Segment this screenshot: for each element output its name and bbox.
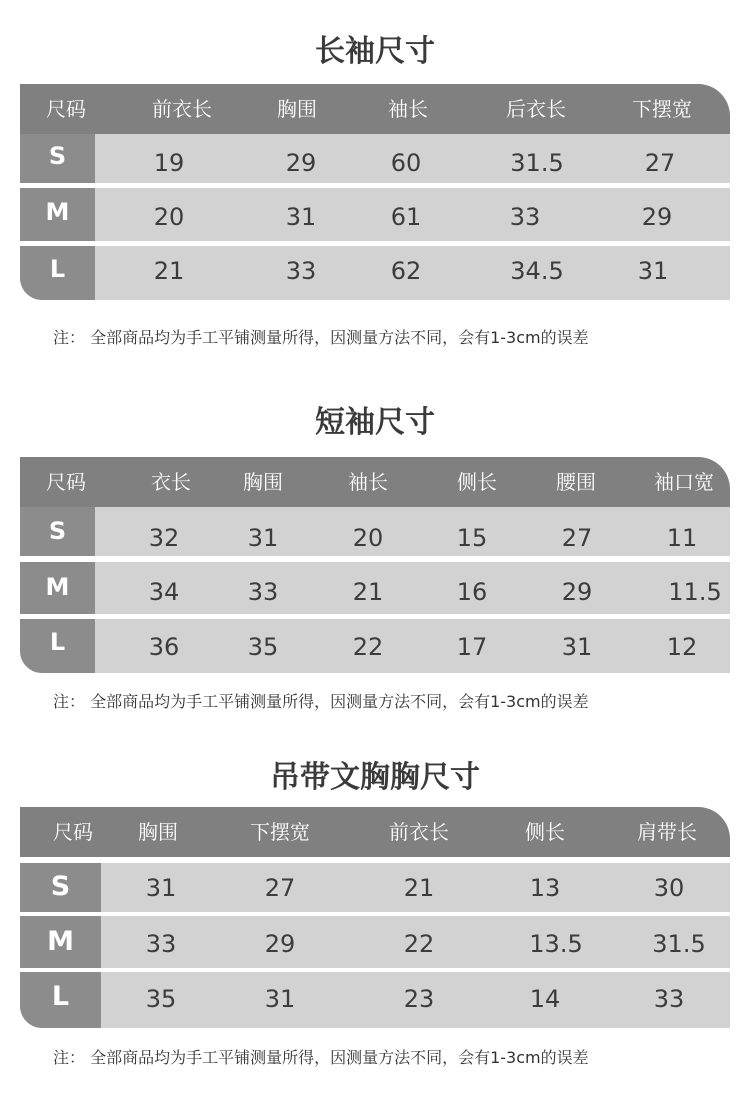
table-cell: 31 [285,203,317,231]
table-cell: 29 [264,930,296,958]
table-cell: 11 [666,524,698,552]
table-cell: 33 [145,930,177,958]
header-col: 腰围 [556,470,596,494]
size-cell [20,916,101,968]
table-cell: 17 [456,633,488,661]
table-cell: 35 [247,633,279,661]
size-label: S [50,871,71,902]
short-sleeve-table [20,457,730,673]
table-cell: 14 [529,985,561,1013]
measurement-note: 注： 全部商品均为手工平铺测量所得，因测量方法不同，会有1-3cm的误差 [53,328,589,347]
header-col: 前衣长 [389,820,449,844]
table-row [20,562,730,614]
table-cell: 27 [644,149,676,177]
table-cell: 62 [390,257,422,285]
table-row [20,246,730,300]
table-cell: 31 [561,633,593,661]
table-cell: 16 [456,578,488,606]
size-cell [20,972,101,1028]
table-cell: 19 [153,149,185,177]
header-col: 胸围 [138,820,178,844]
table-row [20,507,730,556]
header-col: 后衣长 [506,97,566,121]
header-size: 尺码 [46,470,86,494]
table-cell: 31.5 [652,930,706,958]
header-col: 下摆宽 [250,820,310,844]
table-cell: 31 [264,985,296,1013]
camisole-bra-title: 吊带文胸胸尺寸 [270,760,480,795]
measurement-note: 注： 全部商品均为手工平铺测量所得，因测量方法不同，会有1-3cm的误差 [53,692,589,711]
size-cell [20,188,95,241]
table-cell: 33 [509,203,541,231]
size-cell [20,246,95,300]
table-cell: 61 [390,203,422,231]
header-size: 尺码 [46,97,86,121]
table-cell: 30 [653,874,685,902]
table-row [20,863,730,912]
size-label: M [45,198,70,226]
table-cell: 35 [145,985,177,1013]
header-col: 侧长 [457,470,497,494]
table-row [20,916,730,968]
header-col: 胸围 [243,470,283,494]
size-cell [20,507,95,556]
size-cell [20,619,95,673]
header-col: 袖口宽 [654,470,714,494]
table-cell: 34.5 [510,257,564,285]
table-cell: 33 [653,985,685,1013]
table-cell: 31.5 [510,149,564,177]
table-cell: 32 [148,524,180,552]
table-cell: 23 [403,985,435,1013]
table-cell: 60 [390,149,422,177]
header-col: 肩带长 [637,820,697,844]
header-size: 尺码 [53,820,93,844]
long-sleeve-table [20,84,730,300]
table-cell: 34 [148,578,180,606]
size-label: S [48,142,67,170]
table-cell: 33 [285,257,317,285]
size-cell [20,134,95,183]
size-label: S [48,517,67,545]
header-col: 袖长 [348,470,388,494]
table-cell: 31 [145,874,177,902]
table-cell: 27 [264,874,296,902]
table-cell: 22 [352,633,384,661]
table-row [20,619,730,673]
size-label: L [51,981,70,1012]
table-cell: 15 [456,524,488,552]
table-header [20,84,730,134]
camisole-bra-table [20,807,730,1028]
table-cell: 21 [153,257,185,285]
table-cell: 12 [666,633,698,661]
table-cell: 21 [352,578,384,606]
table-cell: 11.5 [668,578,722,606]
table-cell: 22 [403,930,435,958]
size-label: M [47,926,74,957]
header-col: 衣长 [151,470,191,494]
table-cell: 29 [641,203,673,231]
table-cell: 33 [247,578,279,606]
size-label: L [49,255,66,283]
table-row [20,972,730,1028]
table-header [20,807,730,857]
header-col: 前衣长 [152,97,212,121]
long-sleeve-title: 长袖尺寸 [315,34,435,69]
table-cell: 21 [403,874,435,902]
size-cell [20,863,101,912]
table-cell: 36 [148,633,180,661]
table-cell: 31 [637,257,669,285]
table-cell: 31 [247,524,279,552]
table-cell: 20 [153,203,185,231]
header-col: 胸围 [277,97,317,121]
header-col: 侧长 [525,820,565,844]
table-cell: 27 [561,524,593,552]
table-cell: 13.5 [529,930,583,958]
table-header [20,457,730,507]
size-cell [20,562,95,614]
size-label: M [45,573,70,601]
measurement-note: 注： 全部商品均为手工平铺测量所得，因测量方法不同，会有1-3cm的误差 [53,1048,589,1067]
table-cell: 29 [561,578,593,606]
table-row [20,134,730,183]
table-row [20,188,730,241]
table-cell: 29 [285,149,317,177]
header-col: 下摆宽 [632,97,692,121]
short-sleeve-title: 短袖尺寸 [315,405,435,440]
table-cell: 13 [529,874,561,902]
size-label: L [49,628,66,656]
header-col: 袖长 [388,97,428,121]
table-cell: 20 [352,524,384,552]
